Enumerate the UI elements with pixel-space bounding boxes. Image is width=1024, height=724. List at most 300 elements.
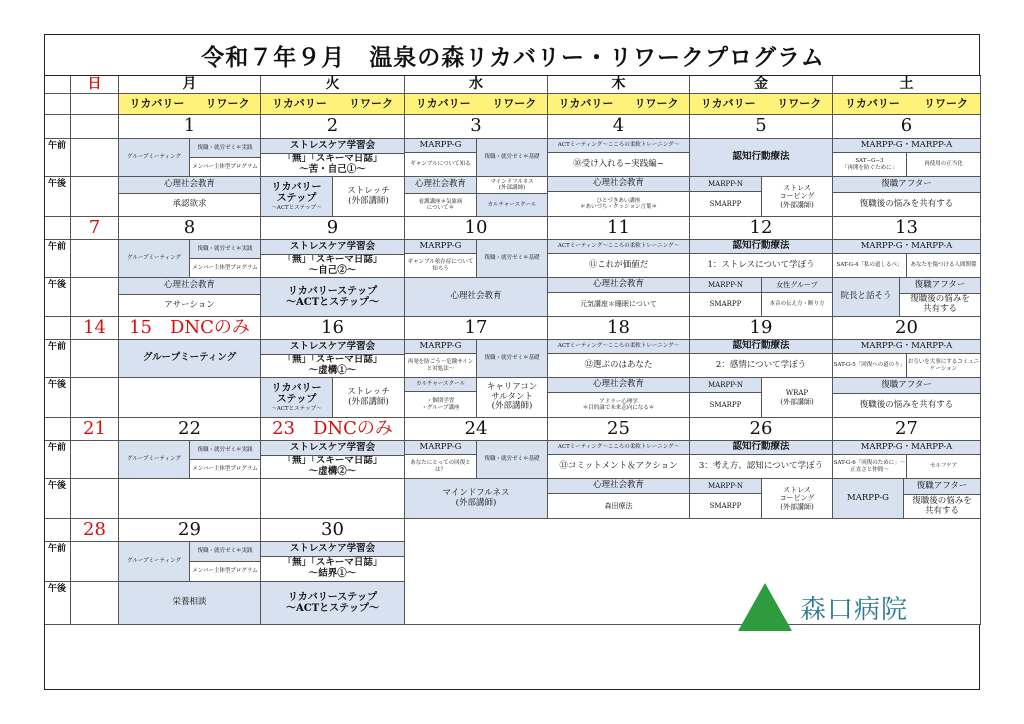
cell-text: アサーション — [164, 299, 215, 310]
cell-text: ・グループ講座 — [421, 404, 460, 411]
cell-text: 〜虚構②〜 — [308, 466, 357, 477]
slot-pm: 午後 — [45, 177, 71, 217]
cell-text: マインドフルネス — [490, 178, 534, 185]
slot-pm: 午後 — [45, 479, 71, 519]
cell-bottom — [119, 295, 261, 317]
cell-text: 看護講座＊気象病 — [418, 198, 463, 205]
sat-am-a — [833, 153, 907, 177]
fri-pm-a-body — [690, 494, 762, 519]
date-cell: 21 — [71, 418, 119, 441]
cell-text: グループミーティング — [126, 456, 181, 463]
date-cell: 18 — [548, 317, 690, 340]
cell-text: グループミーティング — [126, 558, 181, 565]
date-cell: 4 — [548, 115, 690, 139]
cell-text: 認知行動療法 — [732, 340, 790, 352]
cell-text: MARPP-N — [707, 280, 744, 289]
cell-text: 本音の伝え方・断り方 — [769, 301, 825, 308]
cell-text: 栄養相談 — [172, 597, 207, 608]
slot-pm: 午後 — [45, 378, 71, 418]
date-cell: 29 — [119, 519, 261, 542]
cell-text: SMARPP — [709, 199, 742, 208]
fri-am — [690, 139, 833, 177]
cell-text: ・個別学習 — [426, 398, 455, 405]
cell-text: ストレスケア学習会 — [289, 240, 376, 252]
cell-text: MARPP-G・MARPP-A — [860, 139, 953, 150]
sat-pm-a — [833, 278, 900, 317]
date-cell: 22 — [119, 418, 261, 441]
cell-text: 復職アフター — [916, 480, 968, 491]
sub-label-rework: リワーク — [923, 96, 968, 110]
monday-pm-empty — [119, 479, 261, 519]
sat-am-b — [907, 354, 981, 378]
cell-right — [333, 177, 405, 217]
sunday-pm — [71, 177, 119, 217]
weekday-6: 土 — [833, 76, 981, 94]
wed-pm-b-top — [477, 177, 548, 194]
slot-pm: 午後 — [45, 278, 71, 317]
cell-text: ⑪これが価値だ — [588, 259, 649, 270]
wed-pm — [405, 278, 548, 317]
cell-text: 復職アフター — [881, 178, 932, 189]
cell-text: (外部講師) — [491, 401, 533, 412]
cell-text: 女性グループ — [776, 280, 818, 289]
cell-text: 復職後の悩みを — [910, 294, 970, 305]
date-cell: 23 DNCのみ — [261, 418, 405, 441]
cell-bottom — [690, 455, 833, 479]
wed-am-zemi — [477, 340, 548, 378]
cell-text: ひとづきあい講座 — [596, 197, 641, 204]
cell-text: アドラー心理学 — [599, 398, 638, 405]
cell-text: マインドフルネス — [442, 487, 510, 498]
monday-pm — [119, 582, 261, 625]
wed-am-title — [405, 441, 477, 455]
cell-text: リカバリー — [271, 181, 322, 193]
cell-text: SAT−G−3 — [855, 158, 884, 165]
date-cell: 17 — [405, 317, 548, 340]
cell-bottom — [548, 354, 690, 378]
date-cell: 16 — [261, 317, 405, 340]
cell-text: 認知行動療法 — [732, 240, 790, 252]
cell-text: 再発を防ごう〜危険サインと対処法〜 — [407, 359, 474, 372]
cell-top — [119, 177, 261, 194]
cell-top — [690, 441, 833, 455]
cell-top — [548, 441, 690, 455]
cell-right-bottom — [190, 460, 261, 479]
cell-text: 2：感情について学ぼう — [715, 359, 807, 370]
cell-top — [261, 441, 405, 456]
cell-text: ギャンブルについて知る — [410, 161, 471, 168]
cell-text: 共有する — [924, 505, 959, 516]
fri-pm-b — [762, 177, 833, 217]
date-cell: 7 — [71, 217, 119, 240]
cell-text: 復職・就労ゼミ＊実践 — [197, 144, 253, 151]
cell-text: メンバー主体型プログラム — [192, 264, 258, 271]
cell-text: 〜虚構①〜 — [308, 365, 357, 376]
cell-bottom — [548, 254, 690, 278]
sat-am-title — [833, 340, 981, 354]
cell-text: 〜苦・自己①〜 — [299, 164, 366, 175]
cell-text: SMARPP — [709, 300, 742, 309]
cell-bottom — [261, 456, 405, 479]
cell-bottom — [548, 393, 690, 418]
cell-text: メンバー主体型プログラム — [192, 163, 258, 170]
monday-am — [119, 340, 261, 378]
sunday-sub — [71, 94, 119, 115]
cell-top — [261, 139, 405, 154]
cell-text: WRAP — [785, 389, 809, 398]
weekday-2: 火 — [261, 76, 405, 94]
cell-text: ストレスケア学習会 — [289, 139, 376, 151]
cell-text: 3：考え方、認知について学ぼう — [698, 460, 824, 471]
sunday-am — [71, 139, 119, 177]
cell-bottom — [261, 557, 405, 582]
sub-header-2 — [261, 94, 405, 115]
cell-top — [261, 240, 405, 255]
hospital-name: 森口病院 — [800, 594, 909, 625]
sub-label-rework: リワーク — [348, 96, 393, 110]
date-cell: 5 — [690, 115, 833, 139]
sub-label-rework: リワーク — [777, 96, 822, 110]
cell-text: 〜自己②〜 — [308, 265, 357, 276]
fri-pm-b-body — [762, 293, 833, 317]
cell-top — [261, 542, 405, 557]
date-cell: 9 — [261, 217, 405, 240]
date-cell: 26 — [690, 418, 833, 441]
cell-text: 森田療法 — [604, 501, 633, 510]
week-spacer — [45, 317, 71, 340]
cell-text: あなたを傷つける人間関係 — [910, 262, 977, 269]
cell-top — [548, 479, 690, 494]
cell-text: 「無」「スキーマ日誌」 — [282, 355, 383, 366]
cell-bottom — [548, 153, 690, 177]
fri-pm-a-body — [690, 293, 762, 317]
slot-pm: 午後 — [45, 582, 71, 625]
sunday-am — [71, 441, 119, 479]
sub-label-recovery: リカバリー — [700, 96, 756, 110]
cell-text: ＊あいづち・クッション言葉＊ — [580, 204, 657, 210]
cell-right-top — [190, 441, 261, 460]
date-cell: 11 — [548, 217, 690, 240]
cell-text: グループミーティング — [142, 352, 237, 364]
date-cell: 20 — [833, 317, 981, 340]
wed-am-zemi — [477, 139, 548, 177]
sunday-pm — [71, 479, 119, 519]
sub-label-recovery: リカバリー — [129, 96, 185, 110]
cell-text: 〜ACTとステップ〜 — [271, 405, 322, 412]
cell-text: リカバリー — [271, 382, 322, 394]
cell-text: ⑫選ぶのはあなた — [584, 359, 653, 370]
cell-bottom — [548, 455, 690, 479]
cell-left — [119, 240, 190, 278]
cell-left — [261, 177, 333, 217]
slot-am: 午前 — [45, 240, 71, 278]
cell-text: 「再開を防ぐために」 — [841, 164, 897, 171]
cell-text: 復職・就労ゼミ＊基礎 — [484, 456, 540, 463]
cell-bottom — [261, 255, 405, 278]
cell-bottom — [548, 192, 690, 217]
cell-text: ギャンブル依存症について知ろう — [407, 259, 474, 272]
cell-text: 承認欲求 — [172, 199, 207, 210]
week-spacer — [45, 519, 71, 542]
fri-pm-a-body — [690, 192, 762, 217]
slot-am: 午前 — [45, 139, 71, 177]
cell-right — [333, 378, 405, 418]
cell-text: ⑩受け入れる−実践編− — [573, 158, 664, 169]
wed-pm-a-body — [405, 194, 477, 217]
cell-text: 復職・就労ゼミ＊基礎 — [484, 154, 540, 161]
cell-text: カルチャースクール — [487, 201, 537, 208]
cell-text: 認知行動療法 — [732, 151, 790, 163]
wed-am-body — [405, 153, 477, 177]
weekday-3: 水 — [405, 76, 548, 94]
cell-text: 院長と話そう — [840, 291, 892, 302]
cell-text: サルタント — [491, 391, 533, 402]
sat-am-b — [907, 254, 981, 278]
sunday-am — [71, 542, 119, 582]
cell-text: ACTミーティング〜こころの柔軟トレーニング〜 — [557, 444, 680, 451]
cell-text: MARPP-G — [419, 441, 462, 452]
sat-am-b — [907, 153, 981, 177]
cell-top — [690, 240, 833, 254]
sat-pm-b-body — [900, 294, 981, 317]
cell-text: お互いを大事にするコミュニケーション — [907, 359, 980, 372]
cell-text: 心理社会教育 — [592, 379, 644, 390]
cell-bottom — [548, 293, 690, 317]
sub-header-1 — [119, 94, 261, 115]
fri-pm-b — [762, 479, 833, 519]
sub-label-recovery: リカバリー — [558, 96, 614, 110]
cell-text: MARPP-G・MARPP-A — [860, 441, 953, 452]
cell-text: MARPP-G — [419, 340, 462, 351]
date-cell: 19 — [690, 317, 833, 340]
cell-right-bottom — [190, 259, 261, 278]
cell-text: 認知行動療法 — [732, 441, 790, 453]
cell-text: カルチャースクール — [416, 381, 465, 388]
cell-text: キャリアコン — [486, 381, 538, 392]
date-cell: 30 — [261, 519, 405, 542]
cell-text: 復職後の悩みを — [912, 495, 972, 506]
cell-text: ACTミーティング〜こころの柔軟トレーニング〜 — [557, 243, 680, 250]
cell-text: 〜ACTとステップ〜 — [286, 603, 379, 614]
slot-am: 午前 — [45, 340, 71, 378]
cell-text: ストレスケア学習会 — [289, 542, 376, 554]
sub-header-5 — [690, 94, 833, 115]
cell-text: コーピング — [779, 494, 815, 503]
cell-text: リカバリーステップ — [287, 591, 378, 603]
date-cell: 12 — [690, 217, 833, 240]
cell-text: MARPP-G — [419, 240, 462, 251]
week-spacer — [45, 418, 71, 441]
cell-text: 復職・就労ゼミ＊実践 — [197, 548, 253, 555]
cell-bottom — [548, 494, 690, 519]
cell-text: ストレスケア学習会 — [289, 441, 376, 453]
cell-top — [833, 177, 981, 193]
sub-header-6 — [833, 94, 981, 115]
cell-text: 心理社会教育 — [450, 291, 502, 302]
cell-right-top — [190, 542, 261, 562]
cell-text: SMARPP — [709, 400, 742, 409]
cell-right-top — [190, 240, 261, 259]
cell-top — [548, 378, 690, 393]
fri-pm-a-title — [690, 378, 762, 393]
cell-text: ACTミーティング〜こころの柔軟トレーニング〜 — [557, 142, 680, 149]
cell-left — [119, 139, 190, 177]
fri-pm-a-title — [690, 479, 762, 494]
wed-pm-a-body — [405, 392, 477, 418]
cell-top — [548, 340, 690, 354]
cell-right-top — [190, 139, 261, 158]
cell-text: 心理社会教育 — [592, 480, 644, 491]
cell-top — [548, 177, 690, 192]
sub-header-4 — [548, 94, 690, 115]
cell-text: SAT-G-6「回復のために」〜正直さと仲間〜 — [833, 460, 906, 473]
cell-text: 復職・就労ゼミ＊実践 — [197, 446, 253, 453]
sat-am-title — [833, 139, 981, 153]
week-spacer — [45, 217, 71, 240]
cell-text: ストレッチ — [347, 386, 390, 397]
date-cell: 28 — [71, 519, 119, 542]
cell-text: (外部講師) — [348, 195, 389, 206]
cell-text: 復職アフター — [914, 279, 966, 290]
cell-text: メンバー主体型プログラム — [192, 465, 258, 472]
cell-text: 復職・就労ゼミ＊基礎 — [484, 255, 540, 262]
sat-pm-b-title — [900, 278, 981, 294]
weekday-1: 月 — [119, 76, 261, 94]
cell-text: 復職アフター — [881, 379, 932, 390]
cell-bottom — [690, 254, 833, 278]
sunday-pm — [71, 278, 119, 317]
date-cell: 27 — [833, 418, 981, 441]
fri-pm-a-body — [690, 393, 762, 418]
cell-text: 復職後の悩みを共有する — [859, 399, 954, 410]
cell-text: (外部講師) — [780, 397, 814, 406]
cell-top — [548, 139, 690, 153]
date-cell: 25 — [548, 418, 690, 441]
date-cell: 13 — [833, 217, 981, 240]
wed-pm — [405, 479, 548, 519]
corner-cell — [45, 76, 71, 94]
sat-pm-a — [833, 479, 904, 519]
cell-text: 共有する — [922, 304, 957, 314]
sub-label-rework: リワーク — [492, 96, 537, 110]
slot-am: 午前 — [45, 441, 71, 479]
wed-am-title — [405, 139, 477, 153]
wed-am-title — [405, 240, 477, 254]
sat-am-a — [833, 354, 907, 378]
cell-text: ステップ — [276, 193, 317, 205]
cell-text: あなたにとっての回復とは？ — [410, 460, 471, 473]
cell-text: メンバー主体型プログラム — [192, 568, 258, 575]
wed-am-body — [405, 254, 477, 278]
cell-text: 心理社会教育 — [163, 280, 215, 291]
logo-triangle-icon — [738, 583, 792, 631]
cell-bottom — [261, 355, 405, 378]
slot-am: 午前 — [45, 542, 71, 582]
wed-am-zemi — [477, 240, 548, 278]
cell-left — [119, 441, 190, 479]
cell-text: ＊目的論で未来志向になる＊ — [582, 405, 655, 411]
cell-text: MARPP-G — [419, 139, 462, 150]
date-cell: 6 — [833, 115, 981, 139]
cell-top — [690, 340, 833, 354]
tue-pm-empty — [261, 479, 405, 519]
cell-text: SAT-G-5「回復への道のり」 — [833, 362, 906, 369]
wed-pm-a-title — [405, 177, 477, 194]
cell-text: ACTミーティング〜こころの柔軟トレーニング〜 — [557, 343, 680, 350]
cell-text: 復職・就労ゼミ＊基礎 — [484, 355, 540, 362]
date-cell: 8 — [119, 217, 261, 240]
sat-am-a — [833, 455, 907, 479]
cell-text: について＊ — [426, 205, 455, 211]
cell-text: 心理社会教育 — [592, 279, 644, 290]
sub-label-rework: リワーク — [634, 96, 679, 110]
sat-pm-b-title — [904, 479, 981, 495]
cell-text: 復職後の悩みを共有する — [859, 198, 954, 209]
weekday-5: 金 — [690, 76, 833, 94]
cell-bottom — [833, 193, 981, 217]
cell-top — [119, 278, 261, 295]
sunday-am — [71, 240, 119, 278]
sunday-pm — [71, 378, 119, 418]
sub-header-3 — [405, 94, 548, 115]
sunday-am — [71, 340, 119, 378]
cell-top — [833, 378, 981, 394]
cell-bottom — [261, 154, 405, 177]
tue-pm-step — [261, 278, 405, 317]
cell-top — [261, 340, 405, 355]
fri-pm-a-title — [690, 278, 762, 293]
date-cell: 10 — [405, 217, 548, 240]
date-cell — [71, 115, 119, 139]
cell-text: MARPP-G・MARPP-A — [860, 340, 953, 351]
sat-am-title — [833, 240, 981, 254]
sub-label-recovery: リカバリー — [845, 96, 900, 110]
cell-text: SMARPP — [709, 501, 742, 510]
cell-text: 元気講座＊睡眠について — [580, 300, 657, 309]
wed-am-title — [405, 340, 477, 354]
cell-text: MARPP-N — [707, 380, 744, 389]
wed-am-body — [405, 455, 477, 479]
cell-text: コーピング — [779, 192, 815, 201]
cell-text: 1：ストレスについて学ぼう — [707, 259, 815, 270]
sub-label-recovery: リカバリー — [415, 96, 471, 110]
cell-text: 〜ACTとステップ〜 — [271, 204, 322, 211]
wed-am-body — [405, 354, 477, 378]
cell-text: (外部講師) — [780, 502, 814, 511]
sat-pm-b-body — [904, 495, 981, 519]
cell-text: リカバリーステップ — [287, 285, 378, 297]
cell-top — [548, 278, 690, 293]
cell-text: (外部講師) — [455, 497, 497, 508]
sunday-pm — [71, 582, 119, 625]
cell-bottom — [119, 194, 261, 217]
cell-text: 復職・就労ゼミ＊実践 — [197, 245, 253, 252]
cell-text: 心理社会教育 — [592, 178, 644, 189]
tue-pm-step — [261, 582, 405, 625]
date-cell: 15 DNCのみ — [119, 317, 261, 340]
wed-pm-b-bottom — [477, 194, 548, 217]
date-cell: 24 — [405, 418, 548, 441]
wed-am-zemi — [477, 441, 548, 479]
cell-text: グループミーティング — [126, 154, 181, 161]
cell-text: (外部講師) — [498, 185, 526, 191]
date-cell: 3 — [405, 115, 548, 139]
cell-right-bottom — [190, 158, 261, 177]
sub-label-recovery: リカバリー — [272, 96, 327, 110]
cell-text: 再使用の正当化 — [924, 161, 963, 168]
cell-left — [119, 542, 190, 582]
week-spacer — [45, 115, 71, 139]
